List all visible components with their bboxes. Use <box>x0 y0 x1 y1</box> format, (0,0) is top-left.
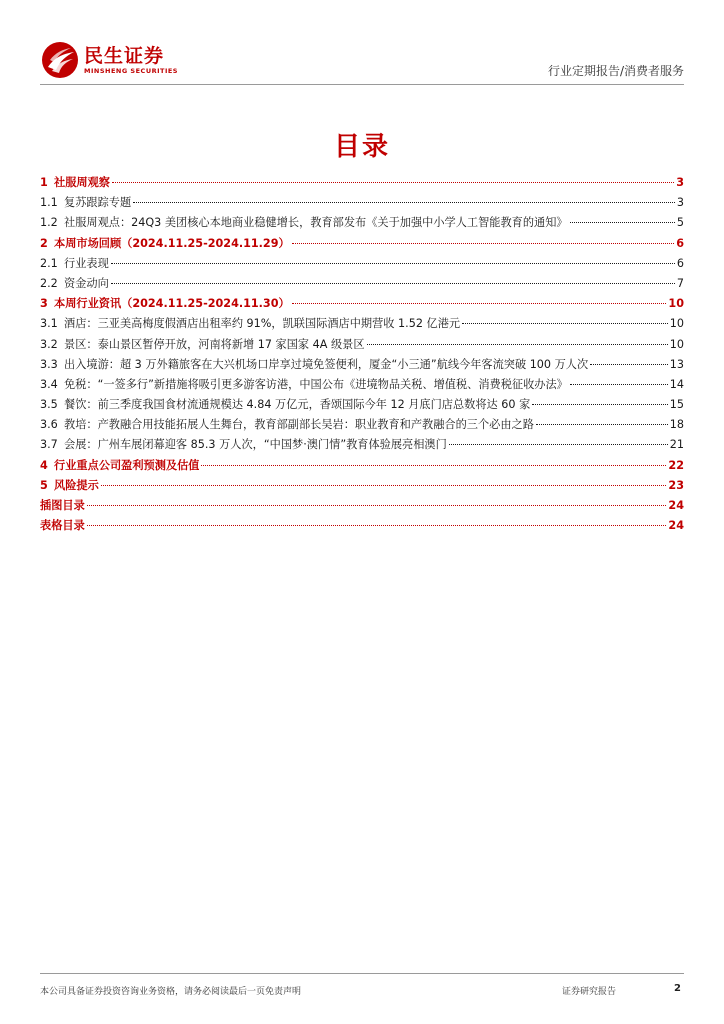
toc-entry-label: 资金动向 <box>64 276 109 290</box>
toc-entry-page: 15 <box>669 398 684 412</box>
toc-leader-dots <box>570 384 668 385</box>
toc-entry-page: 3 <box>676 196 684 210</box>
minsheng-logo-icon <box>40 40 80 80</box>
toc-entry-page: 22 <box>668 458 684 472</box>
toc-leader-dots <box>449 444 668 445</box>
toc-entry[interactable] <box>40 255 684 275</box>
toc-entry-number: 3 <box>40 297 48 311</box>
toc-entry[interactable] <box>40 477 684 497</box>
logo-chinese-name: 民生证券 <box>84 44 165 67</box>
toc-entry-label: 社服周观点：24Q3 美团核心本地商业稳健增长，教育部发布《关于加强中小学人工智能教育的通知》 <box>64 216 568 230</box>
toc-entry[interactable] <box>40 174 684 194</box>
toc-entry[interactable] <box>40 295 684 315</box>
header-divider <box>40 84 684 85</box>
toc-entry-number: 3.4 <box>40 377 58 391</box>
toc-entry-page: 6 <box>676 236 684 250</box>
toc-entry[interactable] <box>40 235 684 255</box>
toc-entry-number: 3.5 <box>40 398 58 412</box>
toc-entry-number: 2 <box>40 236 48 250</box>
toc-entry[interactable] <box>40 416 684 436</box>
toc-entry-label: 插图目录 <box>40 499 85 512</box>
toc-leader-dots <box>367 344 668 345</box>
toc-leader-dots <box>201 465 666 466</box>
toc-entry-number: 3.7 <box>40 438 58 452</box>
toc-leader-dots <box>101 485 667 486</box>
toc-entry[interactable] <box>40 376 684 396</box>
toc-entry-label: 免税：“一签多行”新措施将吸引更多游客访港，中国公布《进境物品关税、增值税、消费税征收办法》 <box>64 377 568 391</box>
toc-entry-label: 会展：广州车展闭幕迎客 85.3 万人次，“中国梦·澳门情”教育体验展亮相澳门 <box>64 438 447 452</box>
toc-leader-dots <box>133 202 675 203</box>
toc-leader-dots <box>87 525 667 526</box>
toc-entry-label: 表格目录 <box>40 519 85 533</box>
toc-entry-number: 5 <box>40 478 48 492</box>
toc-entry[interactable] <box>40 336 684 356</box>
toc-entry-label: 行业重点公司盈利预测及估值 <box>54 458 200 472</box>
toc-entry[interactable] <box>40 436 684 456</box>
toc-entry-page: 24 <box>668 519 684 533</box>
toc-entry-label: 复苏跟踪专题 <box>64 196 132 210</box>
toc-entry-number: 1 <box>40 176 48 189</box>
toc-entry-page: 10 <box>669 317 684 331</box>
toc-leader-dots <box>462 323 668 324</box>
toc-entry-label: 行业表现 <box>64 256 109 270</box>
toc-entry-number: 2.2 <box>40 276 58 290</box>
page-title: 目录 <box>333 132 390 162</box>
toc-entry-label: 风险提示 <box>54 478 99 492</box>
toc-entry-page: 21 <box>669 438 684 452</box>
toc-entry-page: 6 <box>676 256 684 270</box>
toc-entry-number: 3.6 <box>40 418 58 432</box>
footer-page-number: 2 <box>674 983 681 994</box>
toc-entry[interactable] <box>40 214 684 234</box>
toc-entry-label: 社服周观察 <box>54 176 110 189</box>
toc-entry[interactable] <box>40 356 684 376</box>
toc-entry[interactable] <box>40 396 684 416</box>
toc-entry-page: 10 <box>669 337 684 351</box>
page-header <box>40 40 684 84</box>
toc-entry[interactable] <box>40 497 684 517</box>
toc-leader-dots <box>536 424 668 425</box>
toc-leader-dots <box>87 505 667 506</box>
logo-english-name: MINSHENG SECURITIES <box>84 66 178 75</box>
toc-leader-dots <box>532 404 667 405</box>
toc-entry-label: 本周市场回顾（2024.11.25-2024.11.29） <box>54 236 290 250</box>
table-of-contents <box>40 174 684 537</box>
toc-entry-number: 1.1 <box>40 196 58 210</box>
toc-entry[interactable] <box>40 517 684 537</box>
toc-entry-number: 1.2 <box>40 216 58 230</box>
toc-entry-number: 3.2 <box>40 337 58 351</box>
toc-leader-dots <box>112 182 674 183</box>
toc-entry-page: 18 <box>669 418 684 432</box>
toc-leader-dots <box>292 303 667 304</box>
toc-entry-page: 23 <box>668 478 684 492</box>
toc-entry-page: 7 <box>676 276 684 290</box>
toc-leader-dots <box>570 222 675 223</box>
toc-entry-page: 3 <box>676 176 684 189</box>
toc-leader-dots <box>590 364 668 365</box>
toc-entry-page: 13 <box>669 357 684 371</box>
toc-entry-label: 教培：产教融合用技能拓展人生舞台，教育部副部长吴岩：职业教育和产教融合的三个必由之路 <box>64 418 534 432</box>
toc-leader-dots <box>111 283 675 284</box>
toc-entry-number: 2.1 <box>40 256 58 270</box>
toc-entry[interactable] <box>40 315 684 335</box>
toc-leader-dots <box>111 263 675 264</box>
toc-entry-number: 4 <box>40 458 48 472</box>
toc-entry-label: 本周行业资讯（2024.11.25-2024.11.30） <box>54 297 290 311</box>
toc-entry[interactable] <box>40 457 684 477</box>
toc-entry-page: 24 <box>668 499 684 512</box>
toc-entry-label: 餐饮：前三季度我国食材流通规模达 4.84 万亿元，香颂国际今年 12 月底门店总数将达 60 家 <box>64 398 531 412</box>
toc-entry-number: 3.3 <box>40 357 58 371</box>
footer-divider <box>40 973 684 974</box>
toc-entry-label: 出入境游：超 3 万外籍旅客在大兴机场口岸享过境免签便利，厦金“小三通”航线今年客流突破 100 万人次 <box>64 357 589 371</box>
toc-leader-dots <box>292 243 675 244</box>
company-logo <box>40 40 178 80</box>
footer-report-type: 证券研究报告 <box>562 987 617 997</box>
footer-disclaimer: 本公司具备证券投资咨询业务资格，请务必阅读最后一页免责声明 <box>40 987 302 997</box>
toc-entry-page: 10 <box>668 297 684 311</box>
report-category: 行业定期报告/消费者服务 <box>547 64 684 78</box>
toc-entry[interactable] <box>40 194 684 214</box>
toc-entry-number: 3.1 <box>40 317 58 331</box>
toc-entry[interactable] <box>40 275 684 295</box>
toc-entry-label: 景区：泰山景区暂停开放，河南将新增 17 家国家 4A 级景区 <box>64 337 365 351</box>
toc-entry-label: 酒店：三亚美高梅度假酒店出租率约 91%，凯联国际酒店中期营收 1.52 亿港元 <box>64 317 461 331</box>
toc-entry-page: 5 <box>676 216 684 230</box>
toc-entry-page: 14 <box>669 377 684 391</box>
